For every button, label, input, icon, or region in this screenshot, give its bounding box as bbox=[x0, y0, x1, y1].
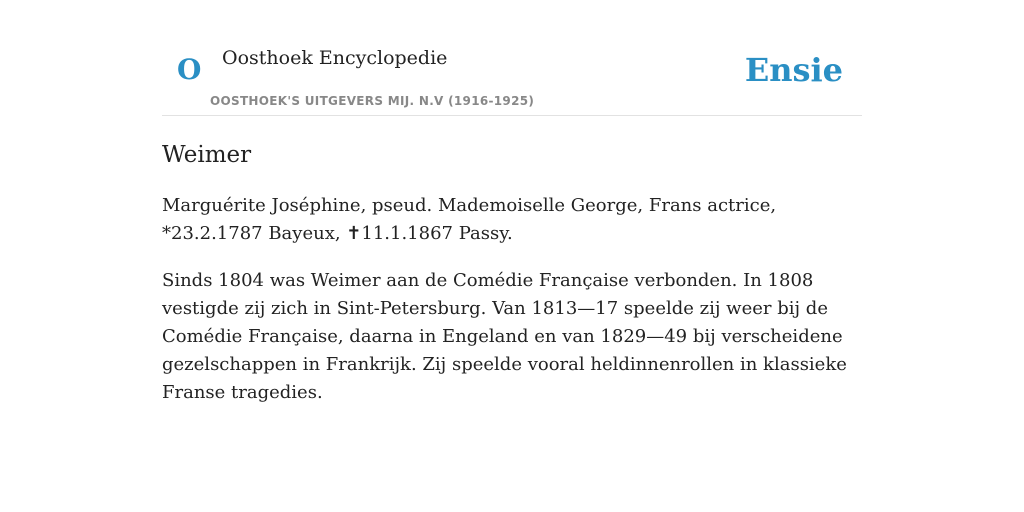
article-paragraph: Marguérite Joséphine, pseud. Mademoiselle George, Frans actrice, *23.2.1787 Bayeux, ✝11.1.1867 Passy. bbox=[162, 195, 777, 244]
site-title-link[interactable]: Oosthoek Encyclopedie bbox=[222, 47, 448, 69]
oosthoek-logo[interactable]: O bbox=[177, 53, 202, 86]
page bbox=[162, 0, 862, 407]
article-title: Weimer bbox=[162, 142, 252, 168]
ensie-brand-logo[interactable]: Ensie bbox=[744, 51, 843, 89]
publisher-subtitle: OOSTHOEK'S UITGEVERS MIJ. N.V (1916-1925) bbox=[210, 94, 535, 108]
site-header bbox=[162, 44, 862, 116]
article-paragraph: Sinds 1804 was Weimer aan de Comédie Française verbonden. In 1808 vestigde zij zich in Sint-Petersburg. Van 1813—17 speelde zij weer bij de Comédie Française, daarna in Engeland en van 1829—49 bij verscheidene gezelschappen in Frankrijk. Zij speelde vooral heldinnenrollen in klassieke Franse tragedies. bbox=[162, 270, 847, 403]
